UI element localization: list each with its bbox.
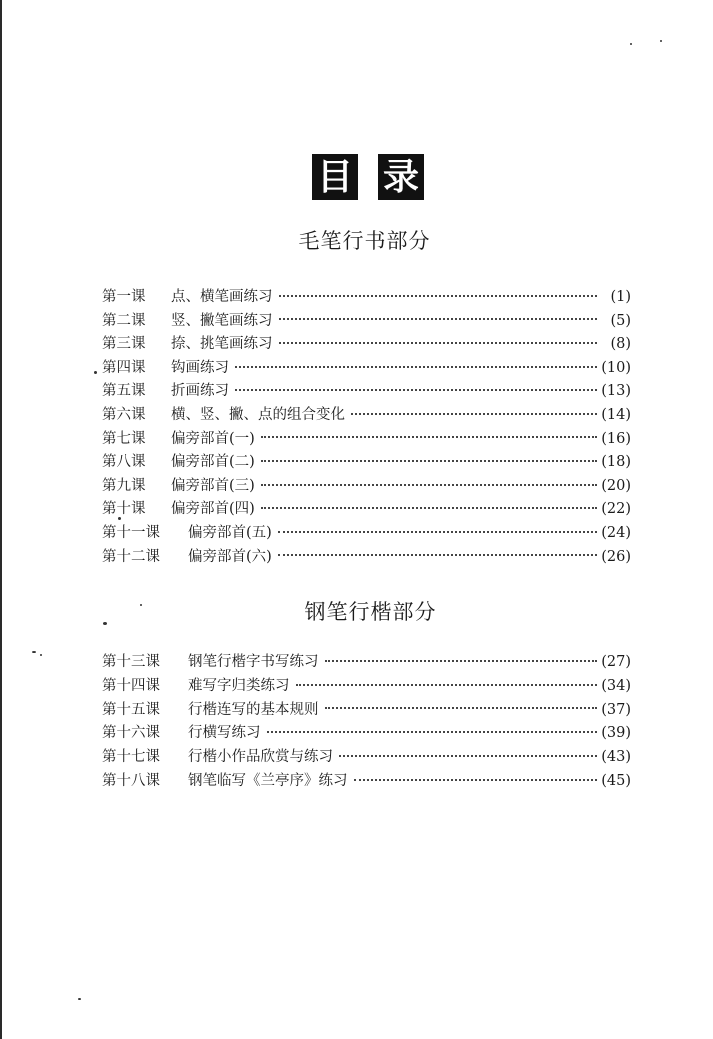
scan-speck <box>118 517 121 520</box>
toc-lesson: 第十六课 <box>102 725 160 742</box>
dot-leader <box>261 483 597 486</box>
scan-speck <box>40 654 42 656</box>
toc-page: (45) <box>601 772 631 789</box>
toc-entry <box>102 722 631 746</box>
toc-topic: 偏旁部首(三) <box>171 477 255 494</box>
scan-speck <box>78 998 81 1000</box>
toc-lesson: 第二课 <box>102 312 146 329</box>
toc-topic: 偏旁部首(五) <box>188 524 272 541</box>
toc-topic: 折画练习 <box>171 383 229 400</box>
toc-page: (14) <box>601 406 631 423</box>
toc-entry <box>102 522 631 546</box>
toc-topic: 行楷连写的基本规则 <box>188 701 319 718</box>
toc-page: (5) <box>610 312 631 329</box>
scan-speck <box>140 604 142 606</box>
toc-entry <box>102 428 631 452</box>
toc-entry <box>102 310 631 334</box>
dot-leader <box>235 365 597 368</box>
toc-page: (16) <box>601 430 631 447</box>
dot-leader <box>261 506 597 509</box>
dot-leader <box>325 706 598 709</box>
dot-leader <box>296 683 598 686</box>
toc-entry <box>102 651 631 675</box>
toc-topic: 偏旁部首(六) <box>188 548 272 565</box>
toc-lesson: 第八课 <box>102 454 146 471</box>
toc-topic: 偏旁部首(四) <box>171 501 255 518</box>
toc-list-brush <box>102 286 631 569</box>
toc-lesson: 第十二课 <box>102 548 160 565</box>
scan-speck <box>94 371 97 374</box>
toc-page: (22) <box>601 501 631 518</box>
page-title <box>0 154 713 200</box>
toc-page: (37) <box>601 701 631 718</box>
toc-entry <box>102 770 631 794</box>
toc-lesson: 第一课 <box>102 289 146 305</box>
toc-entry <box>102 475 631 499</box>
toc-entry <box>102 286 631 310</box>
dot-leader <box>261 435 597 438</box>
scan-speck <box>660 40 662 42</box>
toc-lesson: 第四课 <box>102 359 146 376</box>
toc-lesson: 第六课 <box>102 406 146 423</box>
toc-entry <box>102 380 631 404</box>
dot-leader <box>351 412 597 415</box>
toc-topic: 钢笔临写《兰亭序》练习 <box>188 772 348 789</box>
toc-lesson: 第三课 <box>102 336 146 353</box>
toc-entry <box>102 333 631 357</box>
toc-topic: 钢笔行楷字书写练习 <box>188 654 319 670</box>
toc-lesson: 第十一课 <box>102 524 160 541</box>
title-char-1: 目 <box>312 154 358 200</box>
toc-lesson: 第十七课 <box>102 749 160 766</box>
dot-leader <box>267 730 598 733</box>
toc-lesson: 第五课 <box>102 383 146 400</box>
toc-entry <box>102 451 631 475</box>
dot-leader <box>261 459 597 462</box>
toc-page: (20) <box>601 477 631 494</box>
toc-entry <box>102 746 631 770</box>
toc-topic: 捺、挑笔画练习 <box>171 336 273 353</box>
dot-leader <box>278 530 597 533</box>
section-heading-brush: 毛笔行书部分 <box>298 229 431 253</box>
toc-page: (1) <box>610 289 631 305</box>
toc-lesson: 第七课 <box>102 430 146 447</box>
toc-lesson: 第九课 <box>102 477 146 494</box>
toc-lesson: 第十三课 <box>102 654 160 670</box>
toc-topic: 横、竖、撇、点的组合变化 <box>171 406 345 423</box>
toc-topic: 难写字归类练习 <box>188 677 290 694</box>
toc-entry <box>102 546 631 570</box>
scan-speck <box>32 651 36 653</box>
toc-page: (10) <box>601 359 631 376</box>
section-heading-pen: 钢笔行楷部分 <box>304 600 437 624</box>
toc-page: (18) <box>601 454 631 471</box>
title-char-2: 录 <box>378 154 424 200</box>
dot-leader <box>278 553 597 556</box>
toc-lesson: 第十五课 <box>102 701 160 718</box>
toc-lesson: 第十课 <box>102 501 146 518</box>
toc-entry <box>102 498 631 522</box>
dot-leader <box>279 341 598 344</box>
dot-leader <box>325 659 598 662</box>
dot-leader <box>279 317 598 320</box>
toc-entry <box>102 357 631 381</box>
toc-page: (13) <box>601 383 631 400</box>
toc-lesson: 第十八课 <box>102 772 160 789</box>
dot-leader <box>354 778 598 781</box>
dot-leader <box>279 294 598 297</box>
dot-leader <box>235 388 597 391</box>
toc-entry <box>102 404 631 428</box>
toc-topic: 钩画练习 <box>171 359 229 376</box>
toc-page: (27) <box>601 654 631 670</box>
toc-page: (34) <box>601 677 631 694</box>
toc-topic: 点、横笔画练习 <box>171 289 273 305</box>
toc-page: (24) <box>601 524 631 541</box>
toc-page: (26) <box>601 548 631 565</box>
dot-leader <box>339 754 597 757</box>
toc-page: (43) <box>601 749 631 766</box>
toc-entry <box>102 675 631 699</box>
toc-entry <box>102 699 631 723</box>
scan-speck <box>630 43 632 45</box>
toc-topic: 行楷小作品欣赏与练习 <box>188 749 333 766</box>
toc-topic: 偏旁部首(一) <box>171 430 255 447</box>
scan-speck <box>103 622 107 625</box>
toc-lesson: 第十四课 <box>102 677 160 694</box>
toc-page: (8) <box>610 336 631 353</box>
toc-topic: 竖、撇笔画练习 <box>171 312 273 329</box>
toc-topic: 行横写练习 <box>188 725 261 742</box>
toc-page: (39) <box>601 725 631 742</box>
toc-list-pen <box>102 651 631 794</box>
toc-topic: 偏旁部首(二) <box>171 454 255 471</box>
